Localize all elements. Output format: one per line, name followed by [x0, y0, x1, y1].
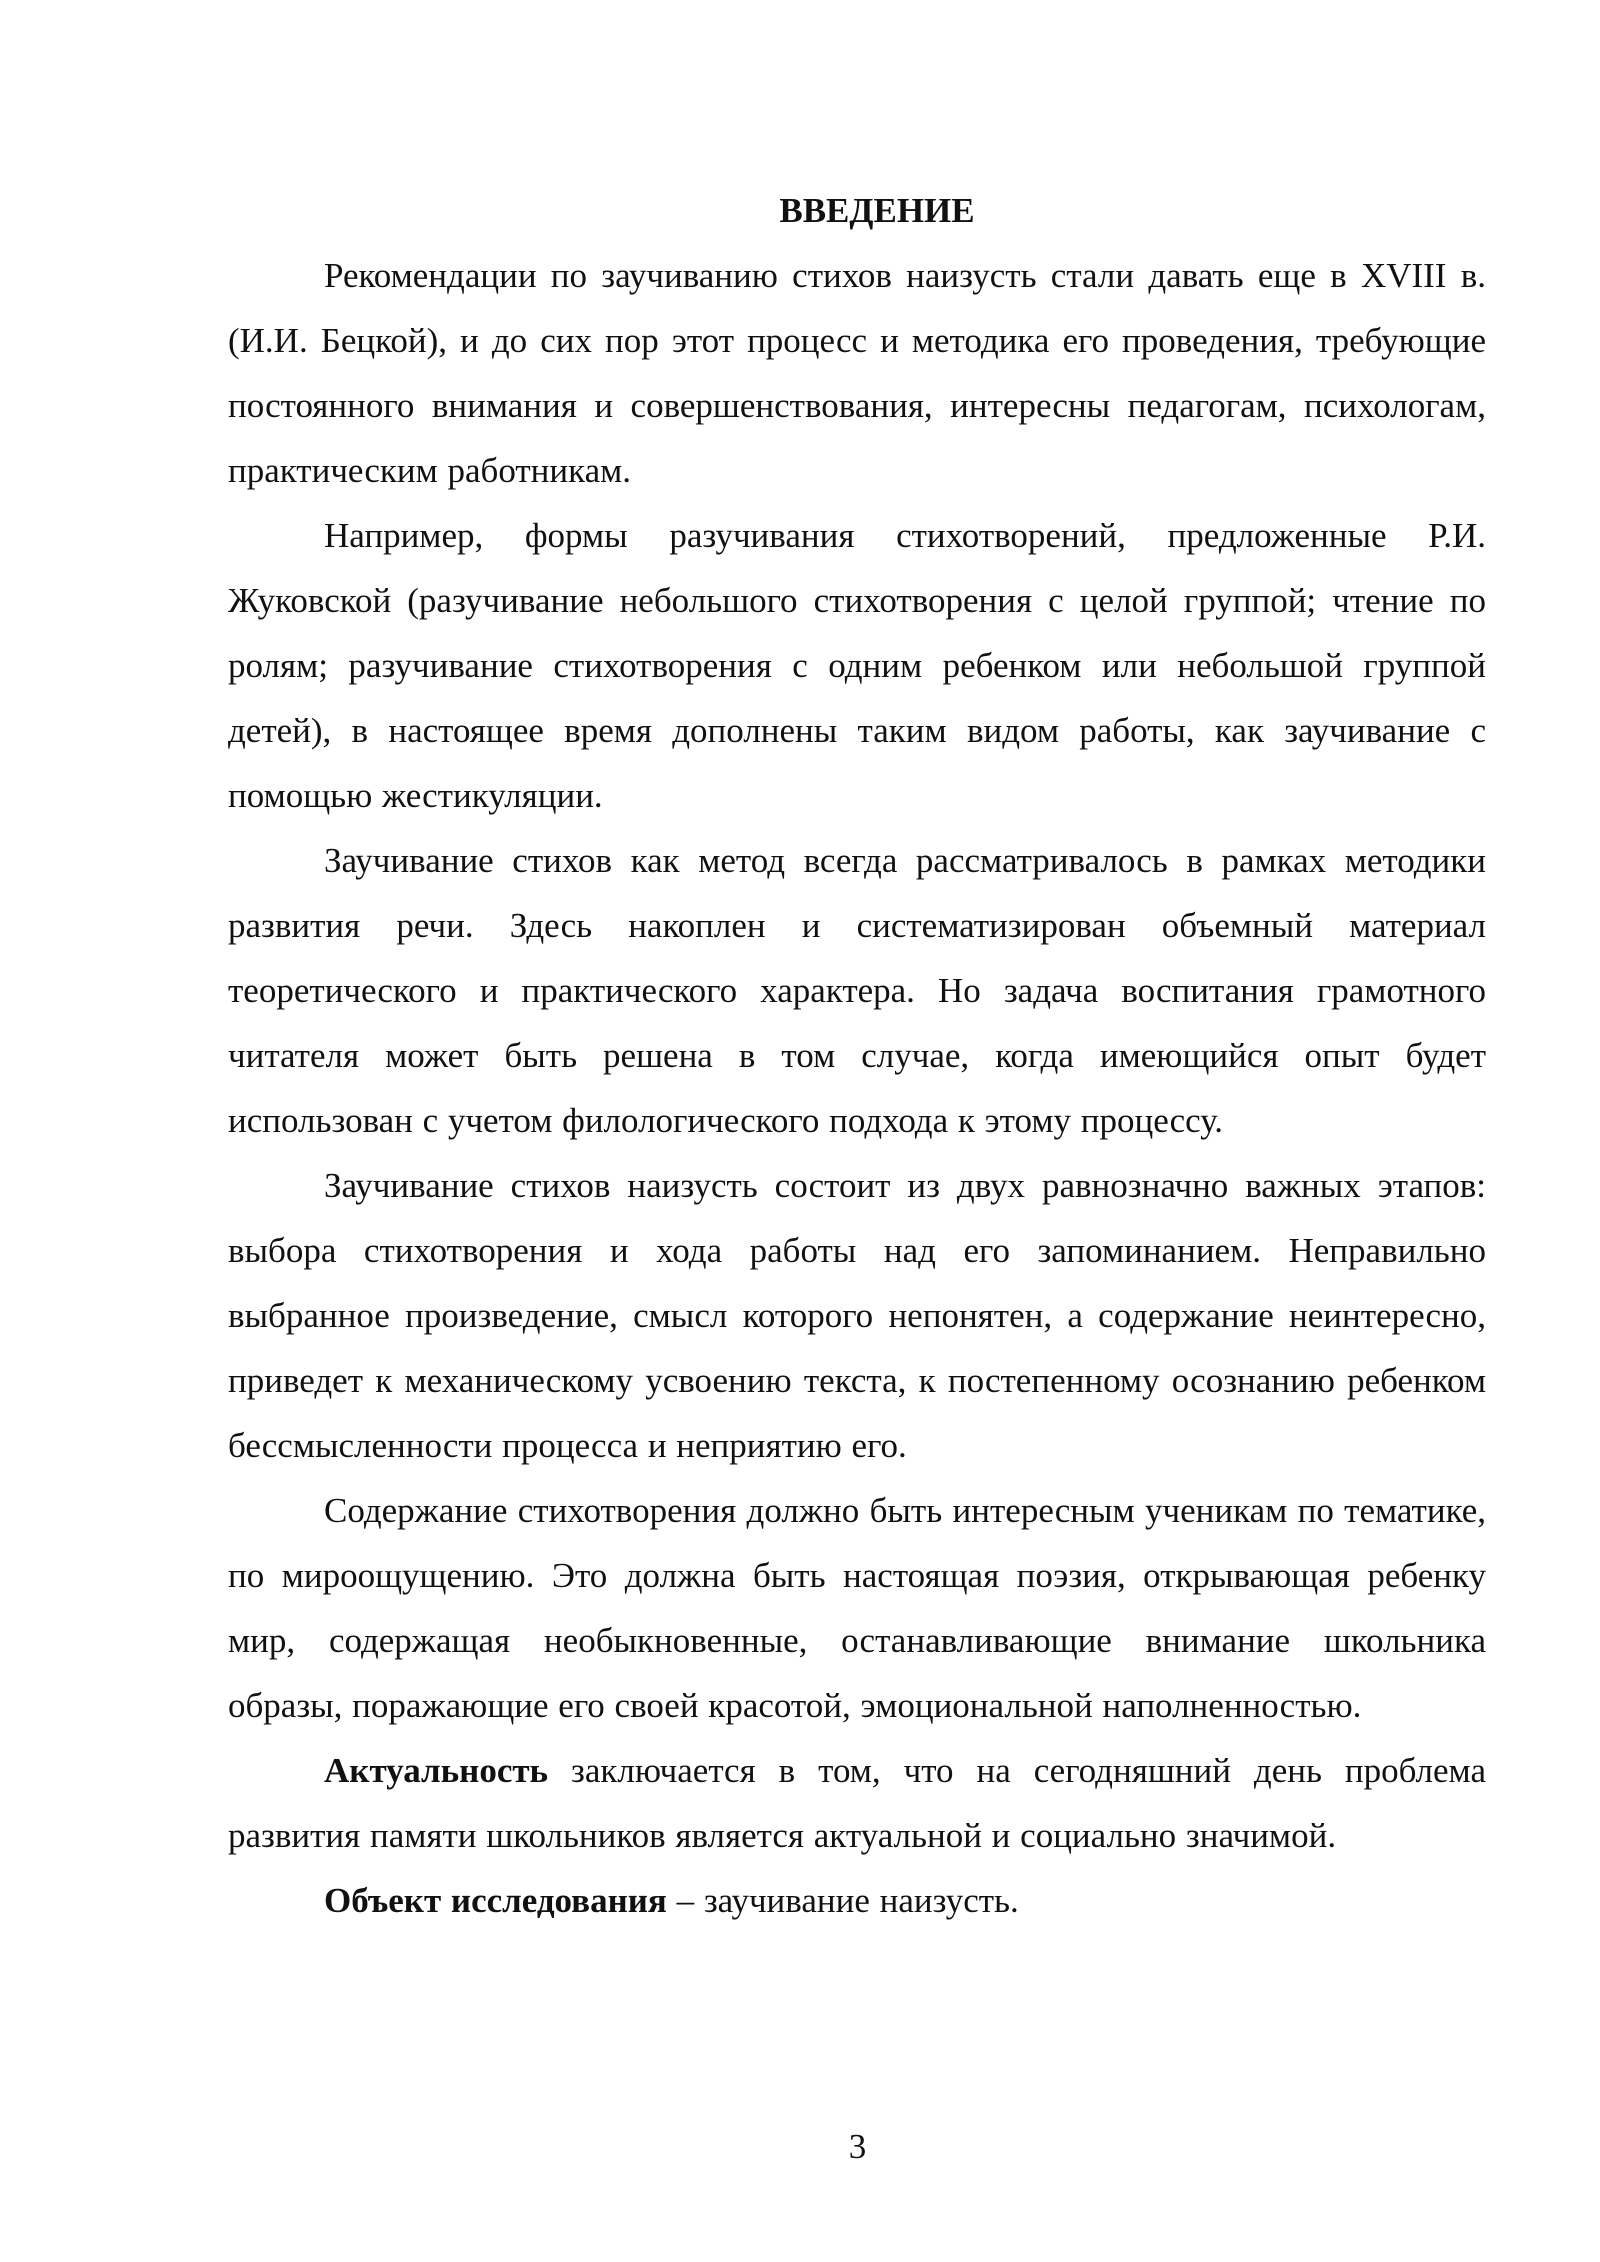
- object-text: – заучивание наизусть.: [666, 1881, 1019, 1920]
- paragraph-4: Заучивание стихов наизусть состоит из двух равнозначно важных этапов: выбора стихотворения и хода работы над его запоминанием. Неправильно выбранное произведение, смысл которого непонятен, а содержание неинтересно, приведет к механическому усвоению текста, к постепенному осознанию ребенком бессмысленности процесса и неприятию его.: [228, 1166, 1486, 1465]
- paragraph-2: Например, формы разучивания стихотворений, предложенные Р.И. Жуковской (разучивание небольшого стихотворения с целой группой; чтение по ролям; разучивание стихотворения с одним ребенком или небольшой группой детей), в настоящее время дополнены таким видом работы, как заучивание с помощью жестикуляции.: [228, 516, 1486, 815]
- paragraph-5: Содержание стихотворения должно быть интересным ученикам по тематике, по мироощущению. Это должна быть настоящая поэзия, открывающая ребенку мир, содержащая необыкновенные, останавливающие внимание школьника образы, поражающие его своей красотой, эмоциональной наполненностью.: [228, 1491, 1486, 1725]
- relevance-text: заключается в том, что на сегодняшний день проблема развития памяти школьников является актуальной и социально значимой.: [228, 1751, 1486, 1855]
- object-paragraph: [228, 1868, 1486, 1933]
- page-content: [228, 178, 1486, 1933]
- paragraph-1: Рекомендации по заучиванию стихов наизусть стали давать еще в XVIII в. (И.И. Бецкой), и до сих пор этот процесс и методика его проведения, требующие постоянного внимания и совершенствования, интересны педагогам, психологам, практическим работникам.: [228, 256, 1486, 490]
- section-title: ВВЕДЕНИЕ: [779, 191, 975, 230]
- relevance-paragraph: [228, 1738, 1486, 1868]
- paragraph-3: Заучивание стихов как метод всегда рассматривалось в рамках методики развития речи. Здесь накоплен и систематизирован объемный материал теоретического и практического характера. Но задача воспитания грамотного читателя может быть решена в том случае, когда имеющийся опыт будет использован с учетом филологического подхода к этому процессу.: [228, 841, 1486, 1140]
- relevance-label: Актуальность: [324, 1751, 549, 1790]
- page-number: 3: [848, 2127, 867, 2166]
- object-label: Объект исследования: [324, 1881, 667, 1920]
